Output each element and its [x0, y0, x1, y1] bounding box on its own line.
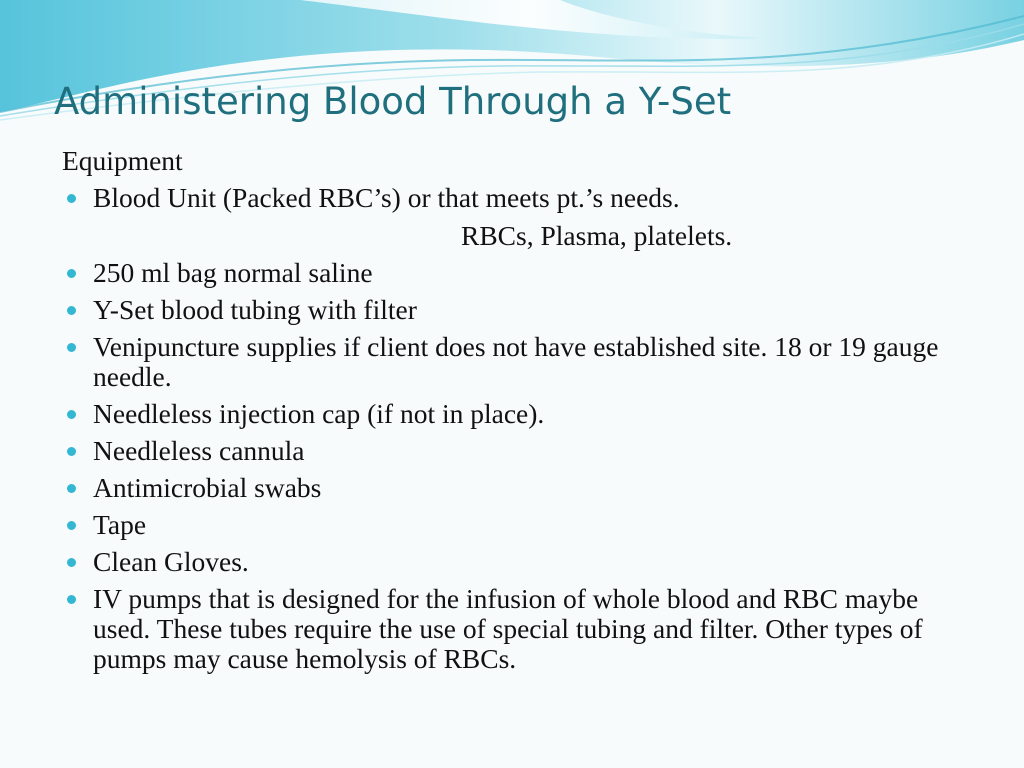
list-item-text: Clean Gloves. [93, 546, 249, 577]
list-item-text: Antimicrobial swabs [93, 472, 322, 503]
list-item [62, 258, 967, 288]
list-item-text: 250 ml bag normal saline [93, 257, 373, 288]
list-item [62, 399, 967, 429]
list-item-text: Needleless cannula [93, 435, 305, 466]
list-item [62, 473, 967, 503]
bullet-icon [67, 410, 76, 419]
bullet-icon [67, 484, 76, 493]
list-item [62, 510, 967, 540]
list-item [62, 183, 967, 251]
bullet-icon [67, 447, 76, 456]
bullet-icon [67, 194, 76, 203]
list-item-text: IV pumps that is designed for the infusion of whole blood and RBC maybe used. These tubes require the use of special tubing and filter. Other types of pumps may cause hemolysis of RBCs. [93, 583, 923, 674]
list-item-text: Venipuncture supplies if client does not have established site. 18 or 19 gauge needle. [93, 331, 939, 392]
bullet-icon [67, 521, 76, 530]
list-item [62, 332, 967, 392]
bullet-icon [67, 306, 76, 315]
list-item-text: Tape [93, 509, 147, 540]
equipment-heading: Equipment [62, 145, 183, 176]
bullet-icon [67, 343, 76, 352]
list-item [62, 436, 967, 466]
list-item [62, 584, 967, 674]
bullet-icon [67, 269, 76, 278]
bullet-icon [67, 558, 76, 567]
list-item-text: Needleless injection cap (if not in place). [93, 398, 545, 429]
equipment-list [62, 183, 967, 674]
bullet-icon [67, 595, 76, 604]
list-item-text: Blood Unit (Packed RBC’s) or that meets pt.’s needs. [93, 182, 680, 213]
list-item-subline: RBCs, Plasma, platelets. [461, 220, 733, 251]
slide-title: Administering Blood Through a Y-Set [54, 80, 732, 123]
slide-content [62, 146, 967, 681]
list-item-text: Y-Set blood tubing with filter [93, 294, 417, 325]
list-item [62, 547, 967, 577]
list-item [62, 295, 967, 325]
